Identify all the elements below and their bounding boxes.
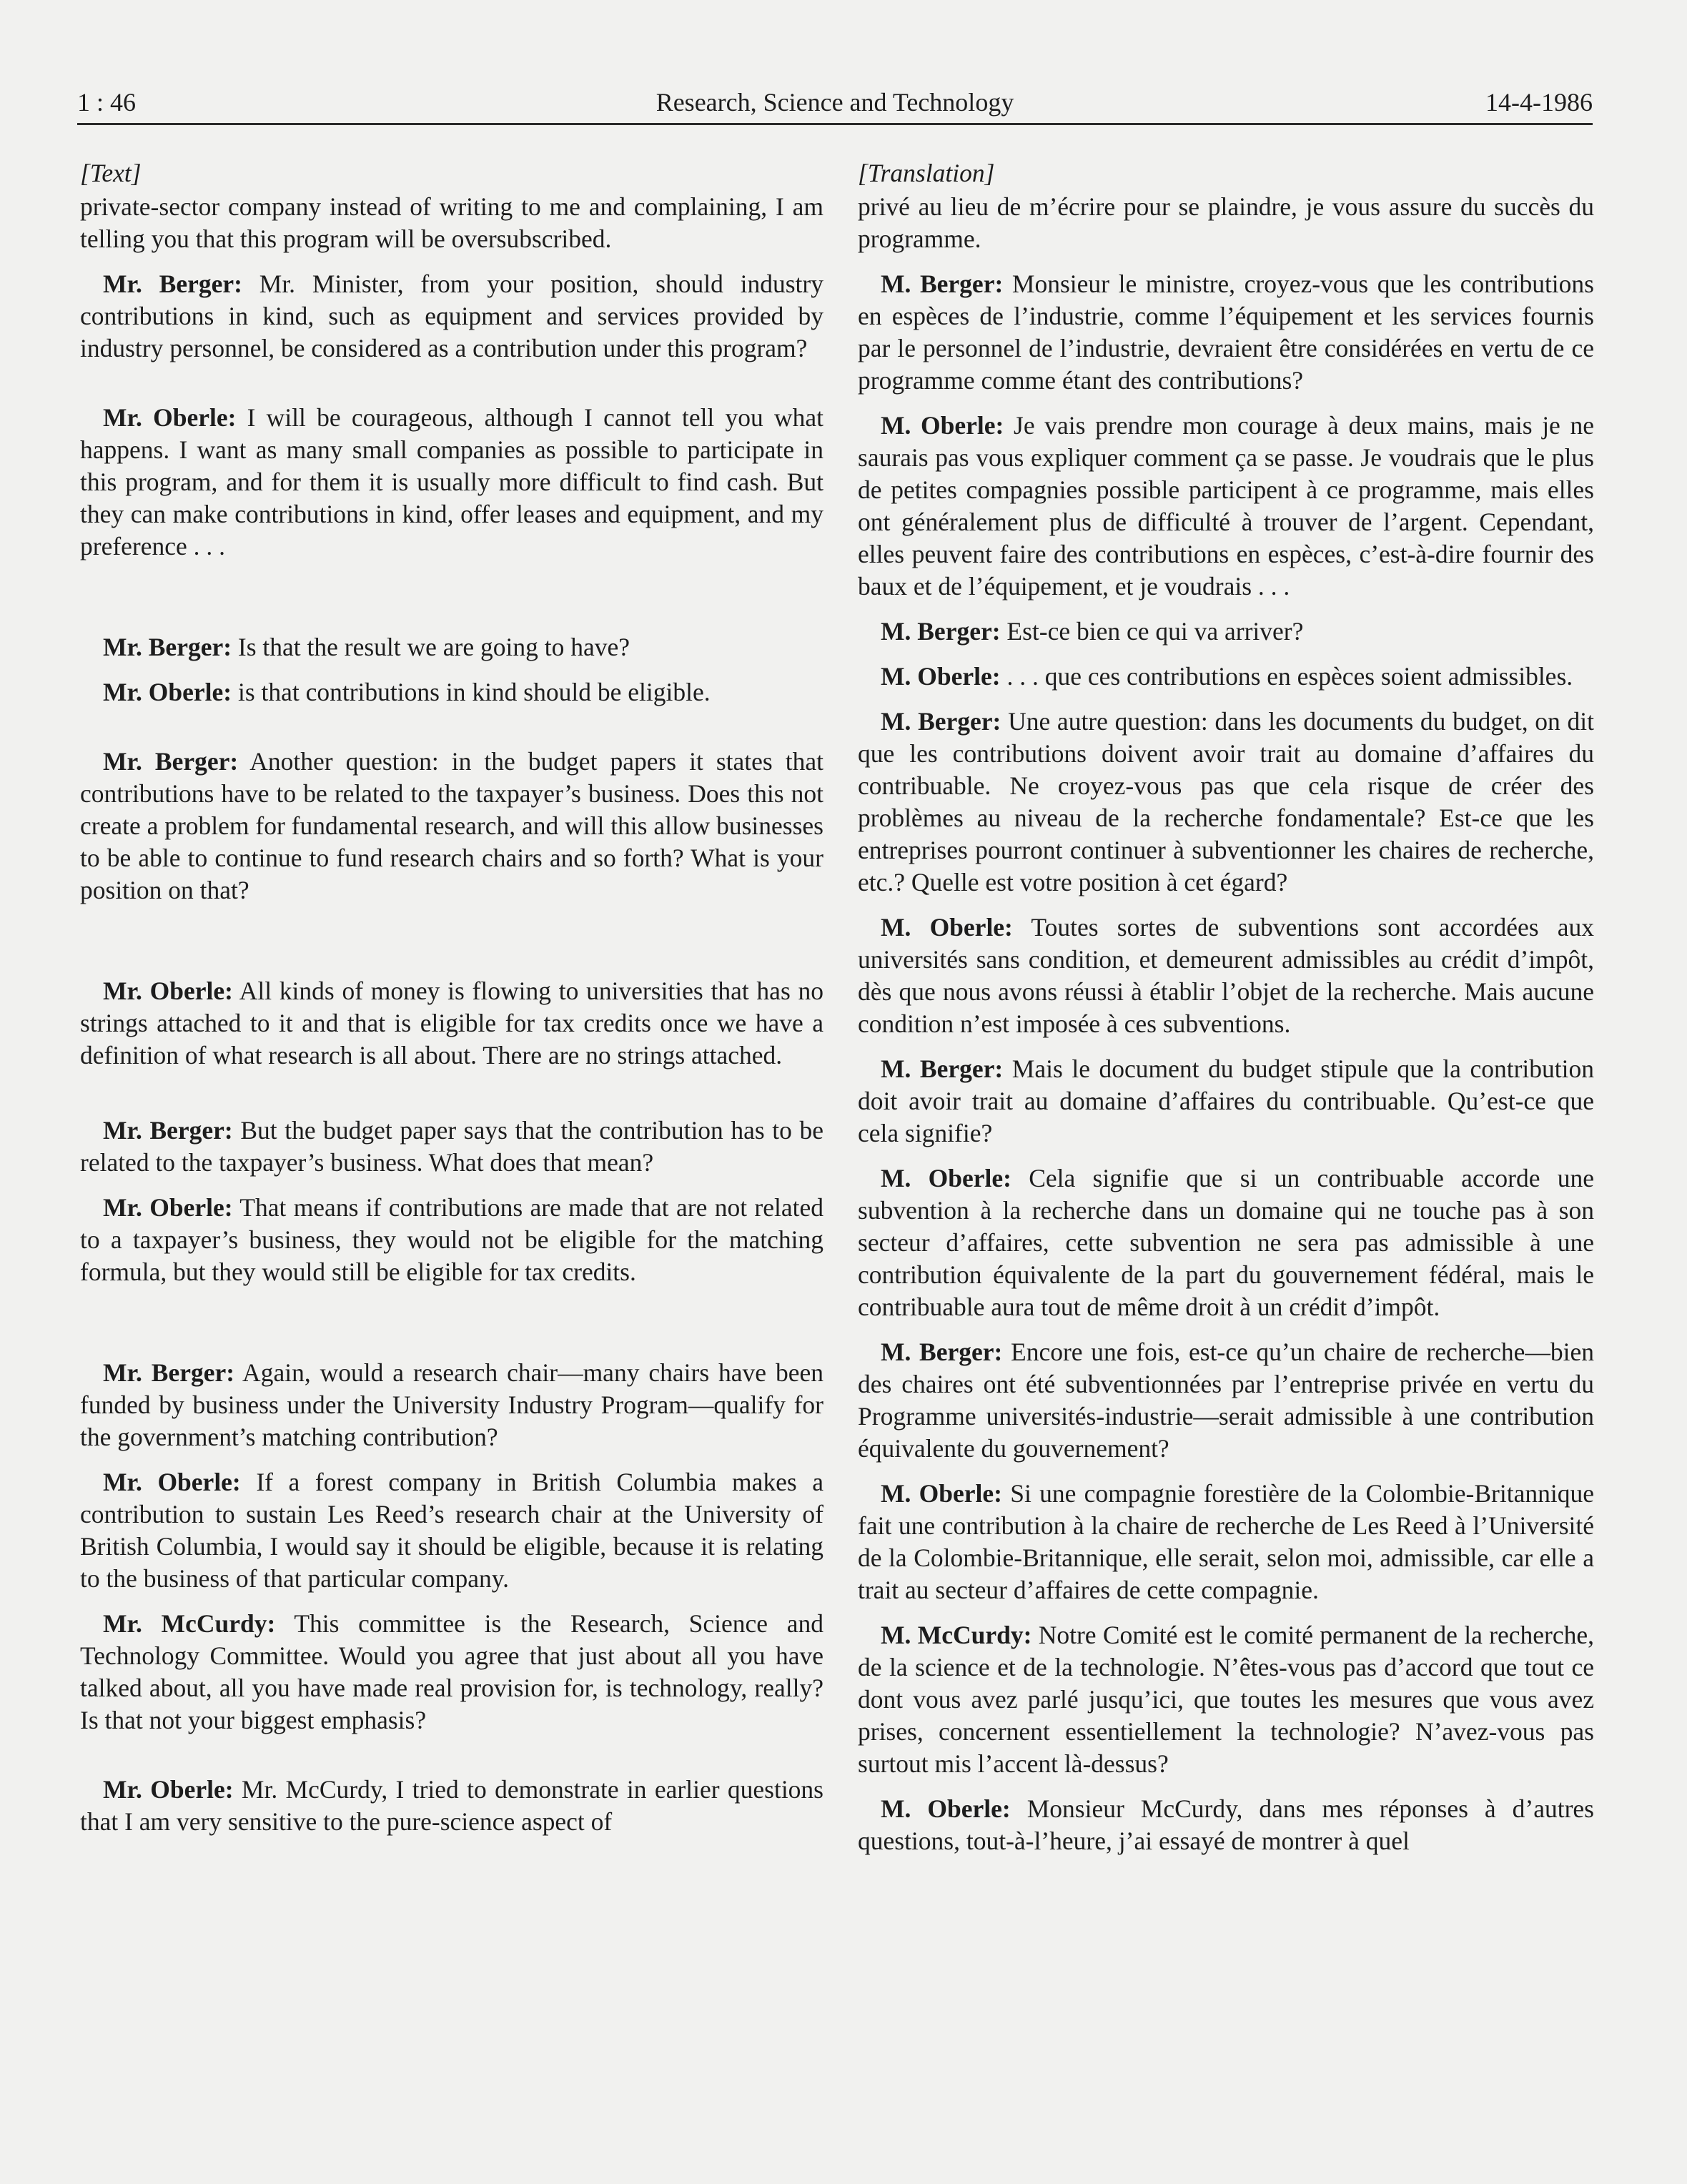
paragraph: privé au lieu de m’écrire pour se plaindre, je vous assure du succès du programme. xyxy=(858,192,1594,253)
paragraph: M. Oberle: Cela signifie que si un contribuable accorde une subvention à la recherche dans un domaine qui ne touche pas à son secteur d’affaires, cette subvention ne sera pas admissible à une contribution équivalente de la part du gouvernement fédéral, mais le contribuable aura tout de même droit à un crédit d’impôt. xyxy=(858,1164,1594,1321)
paragraph: Mr. Oberle: Mr. McCurdy, I tried to demonstrate in earlier questions that I am very sensitive to the pure-science aspect of xyxy=(80,1775,823,1836)
page-date: 14-4-1986 xyxy=(1485,88,1593,117)
paragraph: Mr. Berger: Another question: in the budget papers it states that contributions have to be related to the taxpayer’s business. Does this not create a problem for fundamental research, and will this allow businesses to be able to continue to fund research chairs and so forth? What is your position on that? xyxy=(80,747,823,904)
speaker-name: Mr. Oberle: xyxy=(103,1775,234,1804)
paragraph: Mr. Berger: Is that the result we are going to have? xyxy=(103,633,630,661)
speaker-name: Mr. Oberle: xyxy=(103,977,233,1005)
paragraph: Mr. Oberle: All kinds of money is flowing to universities that has no strings attached to it and that is eligible for tax credits once we have a definition of what research is all about. There are no strings attached. xyxy=(80,977,823,1069)
running-title: Research, Science and Technology xyxy=(655,88,1014,117)
paragraph: Mr. Berger: But the budget paper says that the contribution has to be related to the taxpayer’s business. What does that mean? xyxy=(80,1116,824,1177)
paragraph: M. Oberle: . . . que ces contributions en espèces soient admissibles. xyxy=(881,662,1573,691)
speaker-name: Mr. Berger: xyxy=(103,1358,235,1387)
speaker-name: Mr. Oberle: xyxy=(103,1193,233,1222)
paragraph: M. Oberle: Si une compagnie forestière de la Colombie-Britannique fait une contribution à la chaire de recherche de Les Reed à l’Université de la Colombie-Britannique, elle serait, selon moi, admissible, car elle a trait au secteur d’affaires de cette compagnie. xyxy=(858,1479,1594,1604)
speaker-name: M. McCurdy: xyxy=(881,1621,1032,1649)
column-label: [Translation] xyxy=(858,159,995,187)
page-number: 1 : 46 xyxy=(77,88,137,117)
speaker-name: M. Berger: xyxy=(881,617,1001,646)
speaker-name: Mr. Oberle: xyxy=(103,678,232,706)
paragraph: Mr. Berger: Mr. Minister, from your position, should industry contributions in kind, such as equipment and services provided by industry personnel, be considered as a contribution under this program? xyxy=(80,270,823,362)
speaker-name: M. Oberle: xyxy=(881,411,1004,440)
paragraph: M. Oberle: Toutes sortes de subventions sont accordées aux universités sans condition, et demeurent admissibles au crédit d’impôt, dès que nous avons réussi à établir l’objet de la recherche. Mais aucune condition n’est imposée à ces subventions. xyxy=(858,913,1594,1038)
paragraph: M. Berger: Mais le document du budget stipule que la contribution doit avoir trait au domaine d’affaires du contribuable. Qu’est-ce que cela signifie? xyxy=(858,1054,1594,1147)
speaker-name: M. Oberle: xyxy=(881,1794,1011,1823)
paragraph: Mr. Oberle: That means if contributions are made that are not related to a taxpayer’s business, they would not be eligible for the matching formula, but they would still be eligible for tax credits. xyxy=(80,1193,823,1286)
paragraph: M. Oberle: Monsieur McCurdy, dans mes réponses à d’autres questions, tout-à-l’heure, j’ai essayé de montrer à quel xyxy=(858,1794,1594,1855)
speaker-name: Mr. Oberle: xyxy=(103,403,237,432)
paragraph: M. Berger: Est-ce bien ce qui va arriver? xyxy=(881,617,1304,646)
paragraph: Mr. Oberle: If a forest company in British Columbia makes a contribution to sustain Les Reed’s research chair at the University of British Columbia, I would say it should be eligible, because it is relating to the business of that particular company. xyxy=(80,1468,823,1593)
paragraph: Mr. Oberle: is that contributions in kind should be eligible. xyxy=(103,678,711,706)
paragraph: M. Berger: Une autre question: dans les documents du budget, on dit que les contributions doivent avoir trait au domaine d’affaires du contribuable. Ne croyez-vous pas que cela risque de créer des problèmes au niveau de la recherche fondamentale? Est-ce que les entreprises pourront continuer à subventionner les chaires de recherche, etc.? Quelle est votre position à cet égard? xyxy=(858,707,1594,896)
speaker-name: M. Berger: xyxy=(881,1054,1004,1083)
speaker-name: M. Berger: xyxy=(881,270,1004,298)
speaker-name: M. Berger: xyxy=(881,707,1001,736)
text-column-english xyxy=(80,157,823,1851)
speaker-name: Mr. Berger: xyxy=(103,270,242,298)
speaker-name: Mr. Berger: xyxy=(103,747,239,776)
column-label: [Text] xyxy=(80,159,142,187)
speaker-name: Mr. McCurdy: xyxy=(103,1609,276,1638)
paragraph: M. McCurdy: Notre Comité est le comité permanent de la recherche, de la science et de la technologie. N’êtes-vous pas d’accord que tout ce dont vous avez parlé jusqu’ici, que toutes les mesures que vous avez prises, concernent essentiellement la technologie? N’avez-vous pas surtout mis l’accent là-dessus? xyxy=(858,1621,1594,1778)
speaker-name: M. Oberle: xyxy=(881,913,1013,942)
paragraph: private-sector company instead of writing to me and complaining, I am telling you that this program will be oversubscribed. xyxy=(80,192,823,253)
page-header xyxy=(77,87,1593,125)
paragraph: Mr. McCurdy: This committee is the Research, Science and Technology Committee. Would you agree that just about all you have talked about, all you have made real provision for, is technology, really? Is that not your biggest emphasis? xyxy=(80,1609,823,1734)
speaker-name: Mr. Oberle: xyxy=(103,1468,241,1496)
speaker-name: M. Berger: xyxy=(881,1338,1003,1366)
speaker-name: M. Oberle: xyxy=(881,1164,1011,1192)
paragraph: M. Berger: Encore une fois, est-ce qu’un chaire de recherche—bien des chaires ont été subventionnées par l’entreprise privée en vertu du Programme universités-industrie—serait admissible à une contribution équivalente du gouvernement? xyxy=(858,1338,1594,1463)
paragraph: Mr. Oberle: I will be courageous, although I cannot tell you what happens. I want as many small companies as possible to participate in this program, and for them it is usually more difficult to find cash. But they can make contributions in kind, offer leases and equipment, and my preference . . . xyxy=(80,403,823,560)
speaker-name: Mr. Berger: xyxy=(103,633,232,661)
speaker-name: Mr. Berger: xyxy=(103,1116,233,1145)
speaker-name: M. Oberle: xyxy=(881,662,1001,691)
speaker-name: M. Oberle: xyxy=(881,1479,1002,1508)
text-column-french xyxy=(858,157,1594,1870)
paragraph: M. Oberle: Je vais prendre mon courage à deux mains, mais je ne saurais pas vous expliquer comment ça se passe. Je voudrais que le plus de petites compagnies possible participent à ce programme, mais elles ont généralement plus de difficulté à trouver de l’argent. Cependant, elles peuvent faire des contributions en espèces, c’est-à-dire fournir des baux et de l’équipement, et je voudrais . . . xyxy=(858,411,1594,601)
paragraph: M. Berger: Monsieur le ministre, croyez-vous que les contributions en espèces de l’industrie, comme l’équipement et les services fournis par le personnel de l’industrie, devraient être considérées en vertu de ce programme comme étant des contributions? xyxy=(858,270,1594,395)
paragraph: Mr. Berger: Again, would a research chair—many chairs have been funded by business under the University Industry Program—qualify for the government’s matching contribution? xyxy=(80,1358,824,1451)
